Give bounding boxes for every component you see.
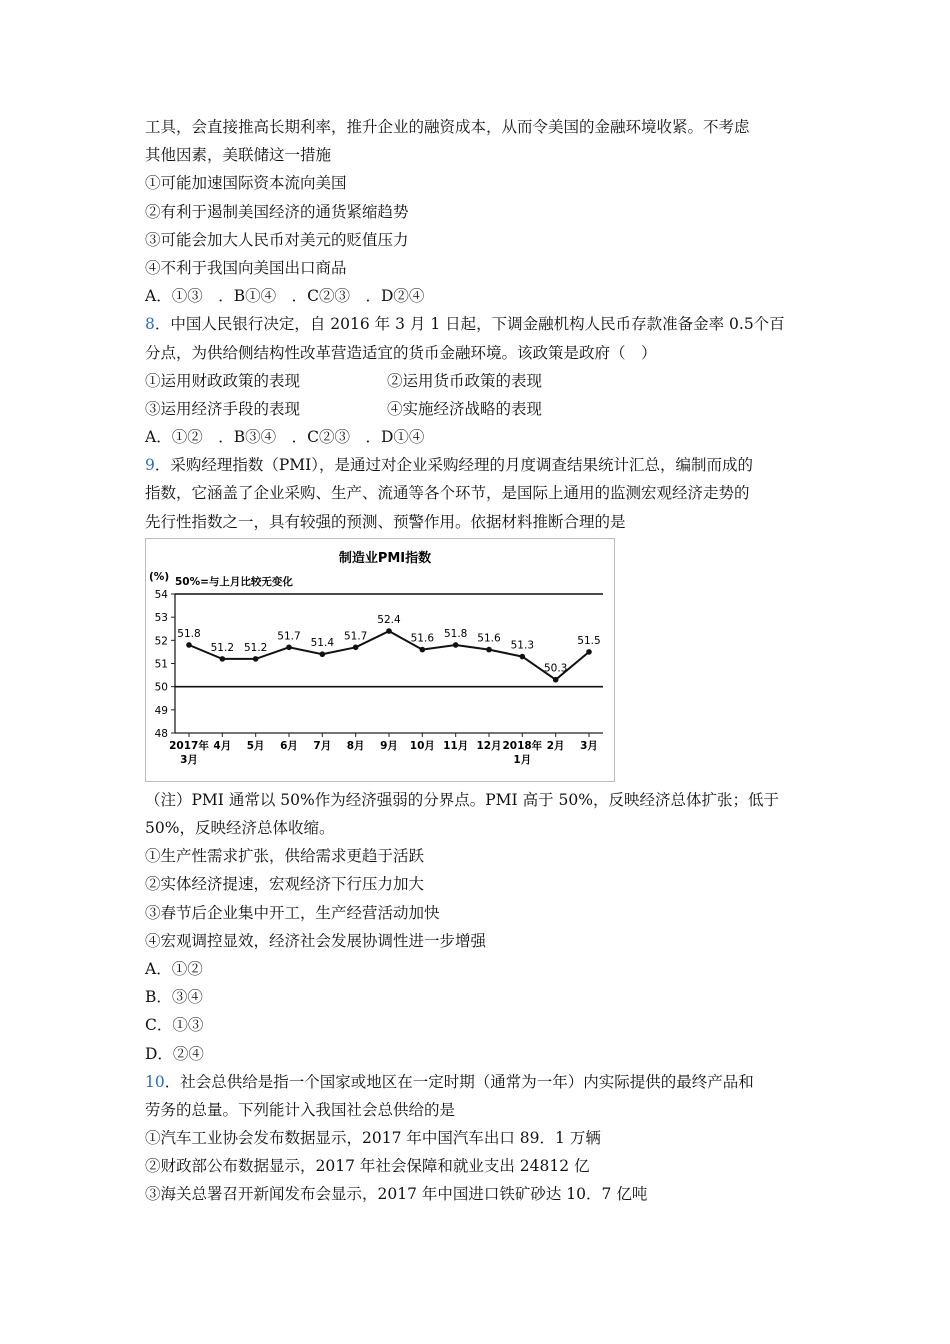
pmi-data-label: 51.8 bbox=[443, 627, 468, 640]
y-tick-label: 52 bbox=[154, 635, 168, 648]
q8-option: ②运用货币政策的表现 bbox=[387, 371, 543, 390]
q9-option: ②实体经济提速，宏观经济下行压力加大 bbox=[145, 875, 425, 894]
q9-option: ④宏观调控显效，经济社会发展协调性进一步增强 bbox=[145, 931, 487, 950]
q10-text: ．社会总供给是指一个国家或地区在一定时期（通常为一年）内实际提供的最终产品和 bbox=[164, 1072, 754, 1091]
pmi-data-point bbox=[253, 656, 259, 662]
q10-option: ①汽车工业协会发布数据显示，2017 年中国汽车出口 89．1 万辆 bbox=[145, 1129, 601, 1148]
x-tick-label: 4月 bbox=[213, 739, 232, 752]
q9-answer-d: D．②④ bbox=[145, 1044, 204, 1063]
pmi-data-label: 51.7 bbox=[343, 630, 368, 643]
pmi-data-point bbox=[586, 649, 592, 655]
x-tick-label: 7月 bbox=[313, 739, 332, 752]
q9-number: 9 bbox=[145, 456, 155, 475]
q8-option: ③运用经济手段的表现 bbox=[145, 399, 301, 418]
q10-stem bbox=[145, 1068, 815, 1096]
q9-answer-c: C．①③ bbox=[145, 1016, 204, 1035]
pmi-data-label: 51.8 bbox=[177, 627, 201, 640]
q9-answer-a: A．①② bbox=[145, 959, 203, 978]
y-tick-label: 53 bbox=[154, 611, 168, 624]
q9-text-line: 指数，它涵盖了企业采购、生产、流通等各个环节，是国际上通用的监测宏观经济走势的 bbox=[145, 484, 750, 503]
pmi-chart-svg bbox=[145, 538, 615, 782]
x-tick-label: 2月 bbox=[546, 739, 565, 752]
pmi-data-point bbox=[353, 644, 359, 650]
x-tick-label: 6月 bbox=[280, 739, 298, 752]
q9-note-line: （注）PMI 通常以 50%作为经济强弱的分界点。PMI 高于 50%，反映经济总体扩张；低于 bbox=[145, 790, 779, 809]
x-tick-label: 2017年 bbox=[169, 739, 209, 752]
q8-text: ．中国人民银行决定，自 2016 年 3 月 1 日起，下调金融机构人民币存款准备金率 0.5个百 bbox=[154, 315, 785, 334]
x-tick-label: 5月 bbox=[246, 739, 265, 752]
q8-stem bbox=[145, 310, 815, 338]
pmi-data-label: 52.4 bbox=[377, 613, 401, 626]
q7-option: ①可能加速国际资本流向美国 bbox=[145, 174, 347, 193]
x-tick-label: 9月 bbox=[380, 739, 398, 752]
pmi-data-label: 51.2 bbox=[243, 641, 268, 654]
x-tick-label: 12月 bbox=[476, 739, 502, 752]
pmi-data-point bbox=[453, 642, 459, 648]
chart-title: 制造业PMI指数 bbox=[338, 550, 432, 566]
q9-option: ③春节后企业集中开工，生产经营活动加快 bbox=[145, 903, 440, 922]
pmi-data-point bbox=[486, 647, 492, 653]
pmi-data-point bbox=[320, 651, 326, 657]
pmi-data-point bbox=[186, 642, 192, 648]
q8-option-row bbox=[145, 367, 815, 395]
pmi-data-point bbox=[220, 656, 226, 662]
q9-stem bbox=[145, 451, 815, 479]
q7-text-line: 工具，会直接推高长期利率，推升企业的融资成本，从而令美国的金融环境收紧。不考虑 bbox=[145, 118, 750, 136]
chart-annotation: 50%=与上月比较无变化 bbox=[175, 575, 293, 588]
pmi-data-label: 51.6 bbox=[477, 632, 501, 645]
q8-option: ①运用财政政策的表现 bbox=[145, 371, 301, 390]
content bbox=[145, 113, 815, 1209]
q8-option-row bbox=[145, 395, 815, 423]
pmi-data-point bbox=[420, 647, 426, 653]
q10-text-line: 劳务的总量。下列能计入我国社会总供给的是 bbox=[145, 1100, 456, 1119]
q7-text-line: 其他因素，美联储这一措施 bbox=[145, 146, 332, 165]
x-tick-label: 2018年 bbox=[502, 739, 543, 752]
y-tick-label: 48 bbox=[154, 727, 168, 740]
q9-option: ①生产性需求扩张，供给需求更趋于活跃 bbox=[145, 847, 425, 866]
q7-option: ③可能会加大人民币对美元的贬值压力 bbox=[145, 230, 409, 249]
q7-option: ②有利于遏制美国经济的通货紧缩趋势 bbox=[145, 202, 409, 221]
pmi-data-label: 51.7 bbox=[277, 630, 301, 643]
y-tick-label: 49 bbox=[154, 704, 168, 717]
q8-option: ④实施经济战略的表现 bbox=[387, 399, 543, 418]
y-tick-label: 54 bbox=[154, 588, 168, 601]
pmi-data-label: 51.6 bbox=[410, 632, 435, 645]
pmi-data-label: 51.5 bbox=[577, 634, 601, 647]
q8-number: 8 bbox=[145, 315, 155, 334]
x-tick-label: 11月 bbox=[443, 739, 469, 752]
q9-text: ．采购经理指数（PMI），是通过对企业采购经理的月度调查结果统计汇总，编制而成的 bbox=[154, 456, 754, 475]
x-tick-label-line2: 1月 bbox=[513, 753, 532, 766]
y-tick-label: 51 bbox=[154, 658, 168, 671]
chart-y-unit: (%) bbox=[149, 570, 170, 583]
x-tick-label: 3月 bbox=[580, 739, 598, 752]
pmi-data-point bbox=[553, 677, 559, 683]
pmi-chart bbox=[145, 538, 615, 782]
q8-answers: A．①② ．B③④ ．C②③ ．D①④ bbox=[145, 428, 425, 447]
q7-option: ④不利于我国向美国出口商品 bbox=[145, 258, 347, 277]
q9-text-line: 先行性指数之一，具有较强的预测、预警作用。依据材料推断合理的是 bbox=[145, 512, 626, 531]
pmi-data-point bbox=[386, 628, 392, 634]
pmi-data-label: 51.2 bbox=[210, 641, 235, 654]
pmi-data-point bbox=[286, 644, 292, 650]
pmi-data-label: 50.3 bbox=[543, 662, 568, 675]
q10-option: ②财政部公布数据显示，2017 年社会保障和就业支出 24812 亿 bbox=[145, 1157, 590, 1176]
x-tick-label-line2: 3月 bbox=[180, 753, 198, 766]
q9-note-line: 50%，反映经济总体收缩。 bbox=[145, 819, 335, 837]
q8-text-line: 分点，为供给侧结构性改革营造适宜的货币金融环境。该政策是政府（ ） bbox=[145, 343, 657, 362]
q7-answers: A．①③ ．B①④ ．C②③ ．D②④ bbox=[145, 287, 425, 306]
q9-answer-b: B．③④ bbox=[145, 988, 203, 1007]
y-tick-label: 50 bbox=[154, 681, 168, 694]
pmi-data-point bbox=[520, 654, 526, 660]
q10-number: 10 bbox=[145, 1072, 165, 1091]
x-tick-label: 10月 bbox=[409, 739, 435, 752]
x-tick-label: 8月 bbox=[346, 739, 365, 752]
pmi-data-label: 51.3 bbox=[510, 639, 535, 652]
pmi-data-label: 51.4 bbox=[310, 637, 335, 650]
q10-option: ③海关总署召开新闻发布会显示，2017 年中国进口铁矿砂达 10．7 亿吨 bbox=[145, 1185, 648, 1204]
